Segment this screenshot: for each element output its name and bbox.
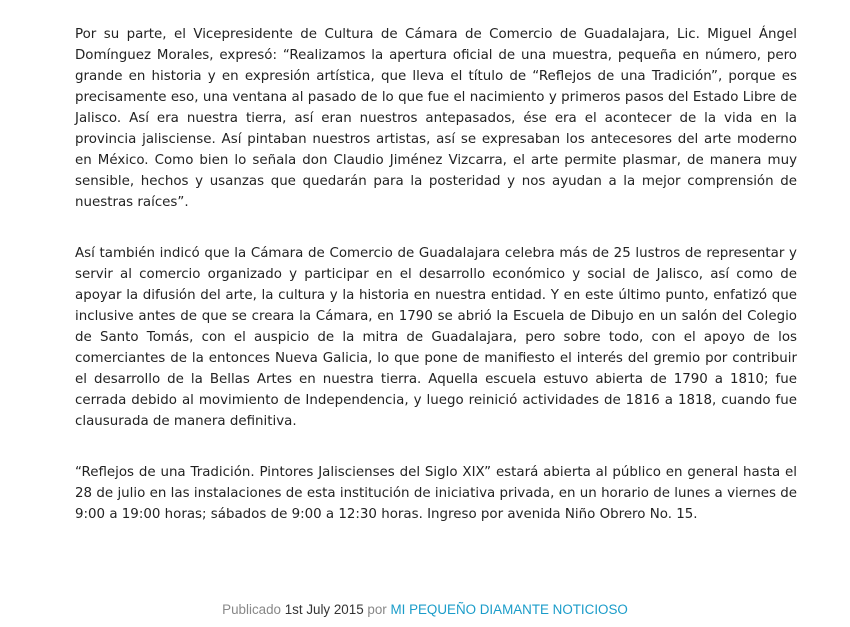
article-paragraph: Por su parte, el Vicepresidente de Cultura de Cámara de Comercio de Guadalajara, Lic. Miguel Ángel Domínguez Morales, expresó: “Realizamos la apertura oficial de una muestra, pequeña en número, pero grande en historia y en expresión artística, que lleva el título de “Reflejos de una Tradición”, porque es precisamente eso, una ventana al pasado de lo que fue el nacimiento y primeros pasos del Estado Libre de Jalisco. Así era nuestra tierra, así eran nuestros antepasados, ése era el acontecer de la vida en la provincia jalisciense. Así pintaban nuestros artistas, así se expresaban los antecesores del arte moderno en México. Como bien lo señala don Claudio Jiménez Vizcarra, el arte permite plasmar, de manera muy sensible, hechos y usanzas que quedarán para la posteridad y nos ayudan a la mejor comprensión de nuestras raíces”. (75, 27, 797, 210)
article-paragraph: Así también indicó que la Cámara de Comercio de Guadalajara celebra más de 25 lustros de representar y servir al comercio organizado y participar en el desarrollo económico y social de Jalisco, así como de apoyar la difusión del arte, la cultura y la historia en nuestra entidad. Y en este último punto, enfatizó que inclusive antes de que se creara la Cámara, en 1790 se abrió la Escuela de Dibujo en un salón del Colegio de Santo Tomás, con el auspicio de la mitra de Guadalajara, pero sobre todo, con el apoyo de los comerciantes de la entonces Nueva Galicia, lo que pone de manifiesto el interés del gremio por contribuir el desarrollo de la Bellas Artes en nuestra tierra. Aquella escuela estuvo abierta de 1790 a 1810; fue cerrada debido al movimiento de Independencia, y luego reinició actividades de 1816 a 1818, cuando fue clausurada de manera definitiva. (75, 246, 797, 429)
published-label: Publicado (222, 602, 281, 617)
by-label: por (367, 602, 387, 617)
author-link[interactable]: MI PEQUEÑO DIAMANTE NOTICIOSO (390, 602, 628, 617)
publish-date: 1st July 2015 (284, 602, 364, 617)
article-paragraph: “Reflejos de una Tradición. Pintores Jaliscienses del Siglo XIX” estará abierta al público en general hasta el 28 de julio en las instalaciones de esta institución de iniciativa privada, en un horario de lunes a viernes de 9:00 a 19:00 horas; sábados de 9:00 a 12:30 horas. Ingreso por avenida Niño Obrero No. 15. (75, 465, 797, 522)
article-body (75, 24, 797, 555)
post-meta-footer (0, 601, 850, 619)
